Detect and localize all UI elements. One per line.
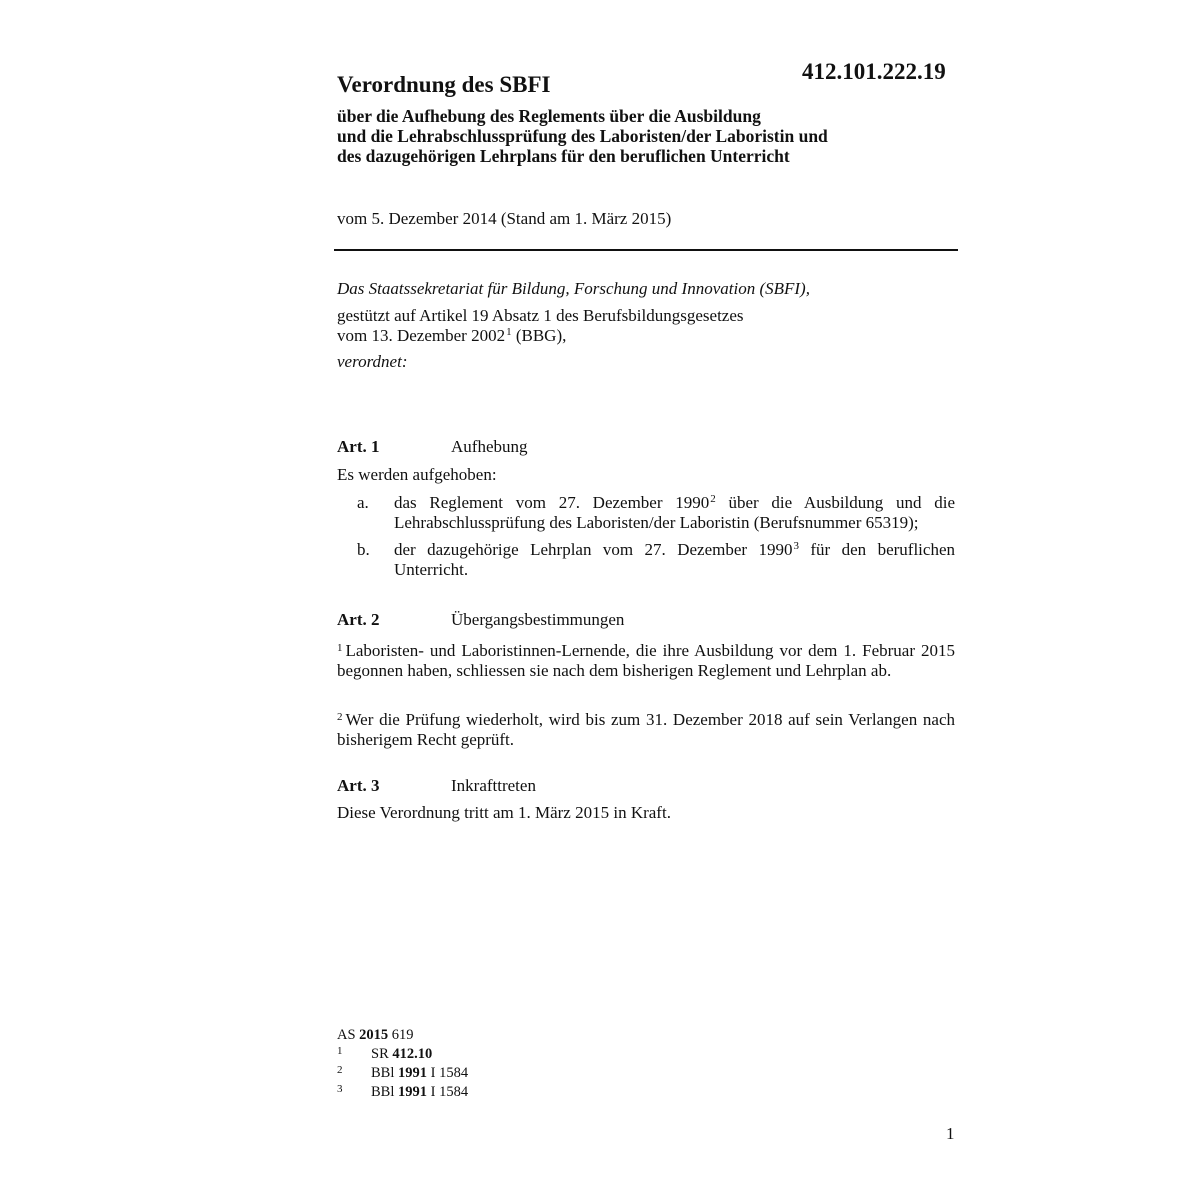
preamble-ordains: verordnet: (337, 352, 408, 371)
subtitle-line: und die Lehrabschlussprüfung des Laboristen/der Laboristin und (337, 126, 828, 146)
footnote-suffix: I 1584 (427, 1084, 469, 1100)
as-year: 2015 (359, 1027, 389, 1043)
preamble (337, 279, 957, 372)
footnote-ref[interactable]: 1 (506, 326, 512, 338)
paragraph-text: Wer die Prüfung wiederholt, wird bis zum 31. Dezember 2018 auf sein Verlangen nach bisherigem Recht geprüft. (337, 710, 955, 749)
article-2-paragraph-1 (337, 638, 955, 681)
footnote-prefix: BBl (371, 1084, 398, 1100)
list-text-part: über die Ausbildung und die Lehrabschlussprüfung des Laboristen/der Laboristin (Berufsnummer 65319); (394, 493, 955, 532)
footnote (337, 1081, 468, 1100)
footnote-bold: 1991 (398, 1084, 427, 1100)
article-1-intro: Es werden aufgehoben: (337, 465, 497, 484)
page-number: 1 (946, 1124, 955, 1143)
preamble-issuer: Das Staatssekretariat für Bildung, Forschung und Innovation (SBFI), (337, 279, 810, 298)
subtitle-line: des dazugehörigen Lehrplans für den beruflichen Unterricht (337, 146, 790, 166)
preamble-basis-line (337, 326, 957, 346)
as-prefix: AS (337, 1027, 360, 1043)
footnote-number: 1 (337, 1045, 343, 1057)
document-title: Verordnung des SBFI (337, 72, 551, 97)
footnote-bold: 412.10 (392, 1046, 433, 1062)
footnote-prefix: SR (371, 1046, 393, 1062)
paragraph-number: 2 (337, 711, 343, 723)
preamble-basis-text: vom 13. Dezember 2002 (337, 326, 506, 345)
article-number: Art. 3 (337, 776, 380, 795)
as-reference (337, 1027, 468, 1043)
article-title: Inkrafttreten (451, 776, 536, 795)
footnote-prefix: BBl (371, 1065, 398, 1081)
footnote-ref[interactable]: 2 (710, 493, 716, 505)
footnote-suffix: I 1584 (427, 1065, 469, 1081)
list-text-part: das Reglement vom 27. Dezember 1990 (394, 493, 710, 512)
article-3-heading (337, 776, 536, 796)
article-number: Art. 1 (337, 437, 380, 456)
paragraph-number: 1 (337, 642, 343, 654)
preamble-basis-text: (BBG), (511, 326, 567, 345)
document-subtitle (337, 106, 957, 166)
document-date: vom 5. Dezember 2014 (Stand am 1. März 2015) (337, 209, 672, 228)
list-text-part: für den beruflichen Unterricht. (394, 540, 955, 579)
footnote-ref[interactable]: 3 (793, 540, 799, 552)
sr-number: 412.101.222.19 (802, 59, 946, 84)
paragraph-text: Laboristen- und Laboristinnen-Lernende, die ihre Ausbildung vor dem 1. Februar 2015 begonnen haben, schliessen sie nach dem bisherigen Reglement und Lehrplan ab. (337, 641, 955, 680)
list-text-part: der dazugehörige Lehrplan vom 27. Dezember 1990 (394, 540, 793, 559)
article-2-paragraph-2 (337, 707, 955, 750)
list-item-text (394, 493, 955, 533)
article-title: Aufhebung (451, 437, 528, 456)
article-3-text: Diese Verordnung tritt am 1. März 2015 in Kraft. (337, 803, 671, 822)
header-divider (334, 249, 958, 251)
list-item (337, 540, 955, 580)
article-1-heading (337, 437, 527, 457)
as-page: 619 (388, 1027, 414, 1043)
preamble-basis-line: gestützt auf Artikel 19 Absatz 1 des Berufsbildungsgesetzes (337, 306, 744, 325)
list-marker: b. (357, 540, 370, 559)
footnote (337, 1062, 468, 1081)
article-2-heading (337, 610, 624, 630)
article-title: Übergangsbestimmungen (451, 610, 625, 629)
list-item (337, 493, 955, 533)
footnotes (337, 1027, 468, 1100)
article-number: Art. 2 (337, 610, 380, 629)
subtitle-line: über die Aufhebung des Reglements über die Ausbildung (337, 106, 761, 126)
footnote-bold: 1991 (398, 1065, 427, 1081)
list-item-text (394, 540, 955, 580)
footnote-number: 2 (337, 1064, 343, 1076)
footnote-number: 3 (337, 1083, 343, 1095)
footnote (337, 1043, 468, 1062)
article-1-list (337, 493, 955, 587)
list-marker: a. (357, 493, 369, 512)
